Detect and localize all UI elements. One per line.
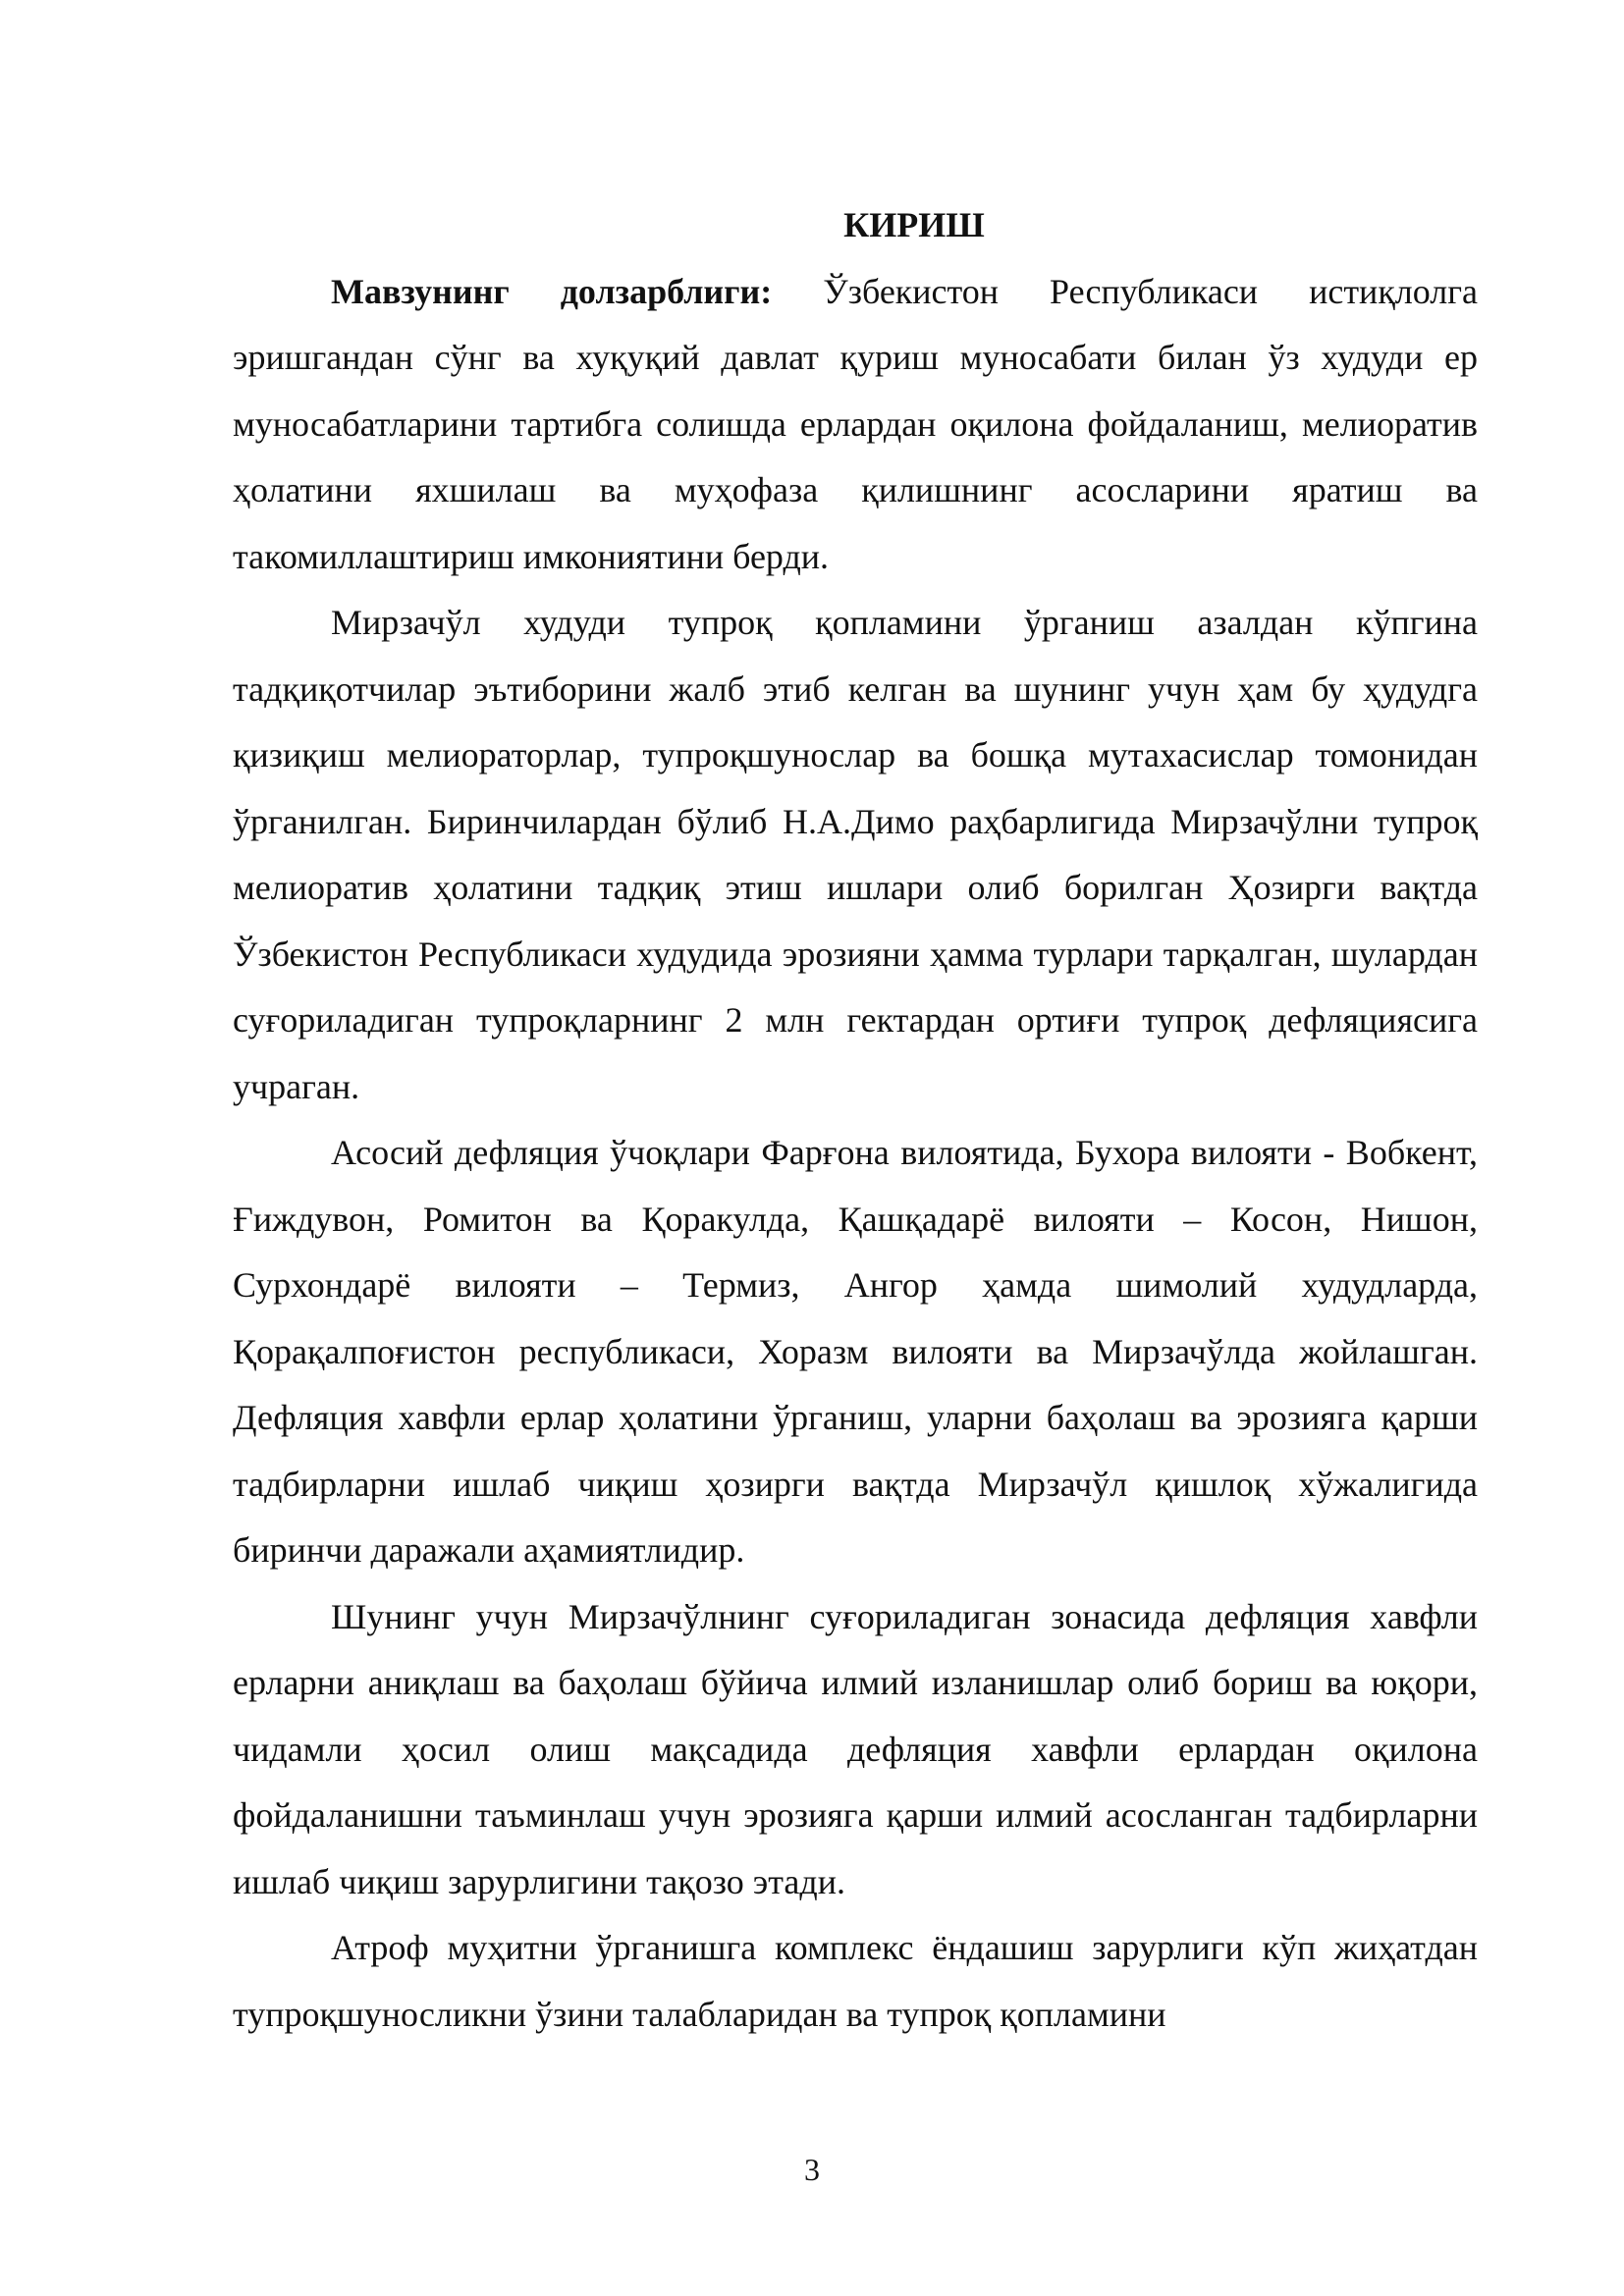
paragraph-text: Шунинг учун Мирзачўлнинг суғориладиган зонасида дефляция хавфли ерларни аниқлаш ва баҳолаш бўйича илмий изланишлар олиб бориш ва юқори, чидамли ҳосил олиш мақсадида дефляция хавфли ерлардан оқилона фойдаланишни таъминлаш учун эрозияга қарши илмий асосланган тадбирларни ишлаб чиқиш зарурлигини тақозо этади.	[233, 1596, 1478, 1901]
paragraph-text: Мирзачўл худуди тупроқ қопламини ўрганиш азалдан кўпгина тадқиқотчилар эътиборини жалб этиб келган ва шунинг учун ҳам бу ҳудудга қизиқиш мелиораторлар, тупроқшунослар ва бошқа мутахасислар томонидан ўрганилган. Биринчилардан бўлиб Н.А.Димо раҳбарлигида Мирзачўлни тупроқ мелиоратив ҳолатини тадқиқ этиш ишлари олиб борилган Ҳозирги вақтда Ўзбекистон Республикаси худудида эрозияни ҳамма турлари тарқалган, шулардан суғориладиган тупроқларнинг 2 млн гектардан ортиғи тупроқ дефляциясига учраган.	[233, 603, 1478, 1106]
paragraph-deflation-areas	[233, 1120, 1478, 1584]
paragraph-lead: Мавзунинг долзарблиги:	[331, 271, 773, 311]
paragraph-research-history	[233, 590, 1478, 1120]
page-number: 3	[804, 2152, 820, 2187]
paragraph-environment	[233, 1915, 1478, 2048]
paragraph-relevance	[233, 259, 1478, 591]
page-title: КИРИШ	[843, 205, 985, 244]
paragraph-text: Асосий дефляция ўчоқлари Фарғона вилоятида, Бухора вилояти - Вобкент, Ғиждувон, Ромитон ва Қоракулда, Қашқадарё вилояти – Косон, Нишон, Сурхондарё вилояти – Термиз, Ангор ҳамда шимолий худудларда, Қорақалпоғистон республикаси, Хоразм вилояти ва Мирзачўлда жойлашган. Дефляция хавфли ерлар ҳолатини ўрганиш, уларни баҳолаш ва эрозияга қарши тадбирларни ишлаб чиқиш ҳозирги вақтда Мирзачўл қишлоқ хўжалигида биринчи даражали аҳамиятлидир.	[233, 1133, 1478, 1570]
paragraph-text: Атроф муҳитни ўрганишга комплекс ёндашиш зарурлиги кўп жиҳатдан тупроқшуносликни ўзини талабларидан ва тупроқ қопламини	[233, 1928, 1478, 2034]
page-content	[233, 192, 1478, 2048]
paragraph-necessity	[233, 1584, 1478, 1916]
paragraph-text: Ўзбекистон Республикаси истиқлолга эришгандан сўнг ва хуқуқий давлат қуриш муносабати билан ўз худуди ер муносабатларини тартибга солишда ерлардан оқилона фойдаланиш, мелиоратив ҳолатини яхшилаш ва муҳофаза қилишнинг асосларини яратиш ва такомиллаштириш имкониятини берди.	[233, 271, 1479, 576]
